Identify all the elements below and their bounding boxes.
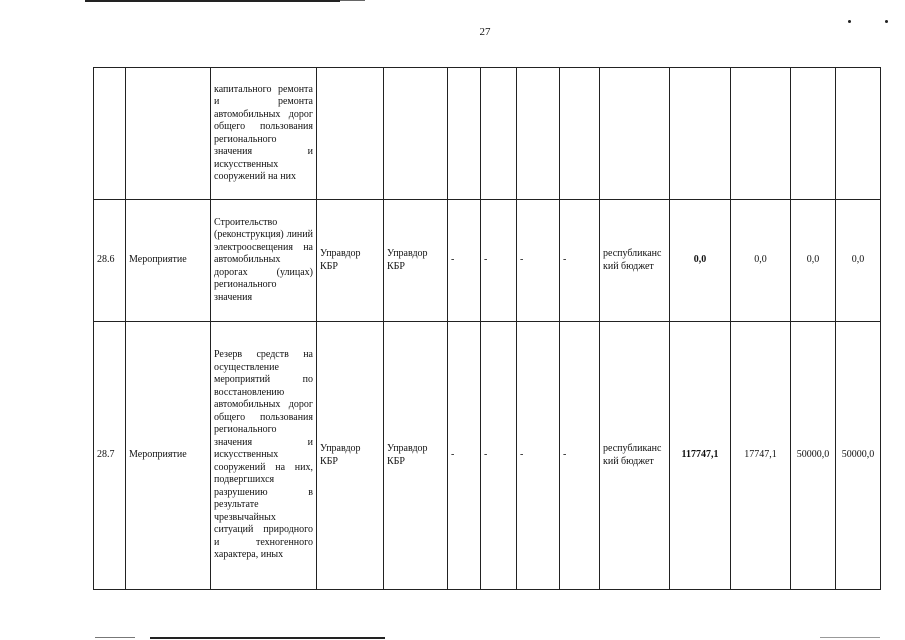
row-executor: Управдор КБР: [317, 200, 384, 322]
row-indicator: -: [517, 322, 560, 590]
row-description: капитального ремонта и ремонта автомобильных дорог общего пользования регионального значения и искусственных сооружений на них: [211, 68, 317, 200]
row-year-value: 0,0: [731, 200, 791, 322]
row-coexecutor: Управдор КБР: [384, 200, 448, 322]
scan-edge-line: [820, 637, 880, 638]
row-type: Мероприятие: [126, 200, 211, 322]
row-executor: [317, 68, 384, 200]
row-source: республиканский бюджет: [600, 322, 670, 590]
row-coexecutor: [384, 68, 448, 200]
row-indicator: [448, 68, 481, 200]
row-total: [670, 68, 731, 200]
table-row: [94, 200, 881, 322]
row-coexecutor: Управдор КБР: [384, 322, 448, 590]
scan-dot: [885, 20, 888, 23]
row-type: Мероприятие: [126, 322, 211, 590]
row-source: республиканский бюджет: [600, 200, 670, 322]
table-row: [94, 68, 881, 200]
row-number: [94, 68, 126, 200]
row-number: 28.7: [94, 322, 126, 590]
row-executor: Управдор КБР: [317, 322, 384, 590]
row-description: Резерв средств на осуществление мероприятий по восстановлению автомобильных дорог общего пользования регионального значения и искусственных сооружений на них, подвергшихся разрушению в результате чрезвычайных ситуаций природного и техногенного характера, иных: [211, 322, 317, 590]
row-year-value: [836, 68, 881, 200]
row-year-value: 0,0: [836, 200, 881, 322]
row-year-value: [731, 68, 791, 200]
table-row: [94, 322, 881, 590]
scan-edge-line: [85, 0, 340, 2]
row-type: [126, 68, 211, 200]
scan-edge-line: [95, 637, 135, 638]
scan-edge-line: [340, 0, 365, 1]
scan-dot: [848, 20, 851, 23]
row-year-value: 17747,1: [731, 322, 791, 590]
row-year-value: 0,0: [791, 200, 836, 322]
program-table: [93, 67, 881, 590]
row-indicator: -: [517, 200, 560, 322]
row-indicator: -: [560, 322, 600, 590]
row-year-value: 50000,0: [836, 322, 881, 590]
page-number: 27: [479, 26, 491, 38]
row-total: 117747,1: [670, 322, 731, 590]
row-description: Строительство (реконструкция) линий электроосвещения на автомобильных дорогах (улицах) регионального значения: [211, 200, 317, 322]
row-indicator: -: [481, 322, 517, 590]
row-indicator: [481, 68, 517, 200]
row-indicator: [517, 68, 560, 200]
row-year-value: 50000,0: [791, 322, 836, 590]
row-indicator: -: [448, 200, 481, 322]
row-indicator: -: [448, 322, 481, 590]
row-source: [600, 68, 670, 200]
scan-edge-line: [150, 637, 385, 639]
row-year-value: [791, 68, 836, 200]
row-indicator: [560, 68, 600, 200]
row-number: 28.6: [94, 200, 126, 322]
row-indicator: -: [560, 200, 600, 322]
row-indicator: -: [481, 200, 517, 322]
row-total: 0,0: [670, 200, 731, 322]
